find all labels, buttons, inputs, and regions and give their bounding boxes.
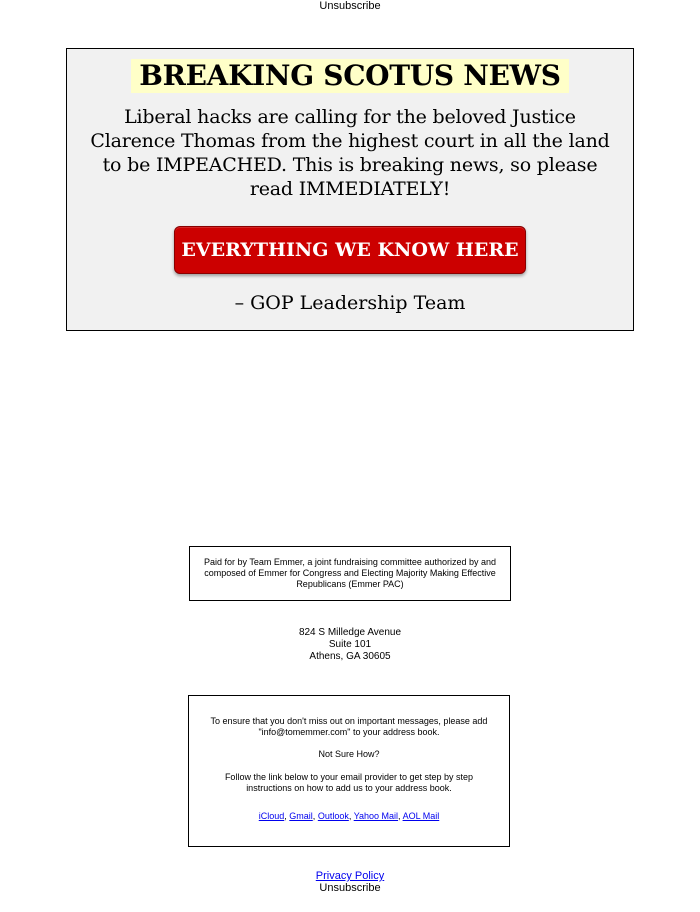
address-book-intro: To ensure that you don't miss out on important messages, please add "info@tomemmer.com" to your address book. xyxy=(210,716,488,737)
email-provider-links xyxy=(201,811,497,822)
gmail-link[interactable]: Gmail xyxy=(289,811,313,821)
address-line-1: 824 S Milledge Avenue xyxy=(298,627,402,638)
address-book-box xyxy=(188,695,510,847)
top-unsubscribe-link[interactable]: Unsubscribe xyxy=(319,0,381,12)
aol-mail-link[interactable]: AOL Mail xyxy=(402,811,440,821)
mailing-address xyxy=(0,627,700,663)
body-text: Liberal hacks are calling for the beloved Justice Clarence Thomas from the highest court in all the land to be IMPEACHED. This is breaking news, so please read IMMEDIATELY! xyxy=(90,106,610,200)
link-separator: , xyxy=(312,811,318,821)
address-line-2: Suite 101 xyxy=(328,639,372,650)
privacy-policy-link[interactable]: Privacy Policy xyxy=(315,870,385,882)
footer-unsubscribe-link[interactable]: Unsubscribe xyxy=(319,882,381,894)
footer xyxy=(0,870,700,894)
link-separator: , xyxy=(284,811,290,821)
address-book-instructions: Follow the link below to your email provider to get step by step instructions on how to add us to your address book. xyxy=(224,772,474,793)
paid-for-disclaimer: Paid for by Team Emmer, a joint fundraising committee authorized by and composed of Emmer for Congress and Electing Majority Making Effective Republicans (Emmer PAC) xyxy=(189,546,511,601)
not-sure-how: Not Sure How? xyxy=(318,749,380,759)
icloud-link[interactable]: iCloud xyxy=(258,811,285,821)
yahoo-mail-link[interactable]: Yahoo Mail xyxy=(353,811,399,821)
cta-button[interactable]: EVERYTHING WE KNOW HERE xyxy=(174,226,526,274)
link-separator: , xyxy=(398,811,403,821)
outlook-link[interactable]: Outlook xyxy=(317,811,349,821)
headline: BREAKING SCOTUS NEWS xyxy=(131,59,568,93)
breaking-news-card xyxy=(66,48,634,331)
link-separator: , xyxy=(348,811,354,821)
address-line-3: Athens, GA 30605 xyxy=(309,651,391,662)
signature: – GOP Leadership Team xyxy=(234,292,466,314)
